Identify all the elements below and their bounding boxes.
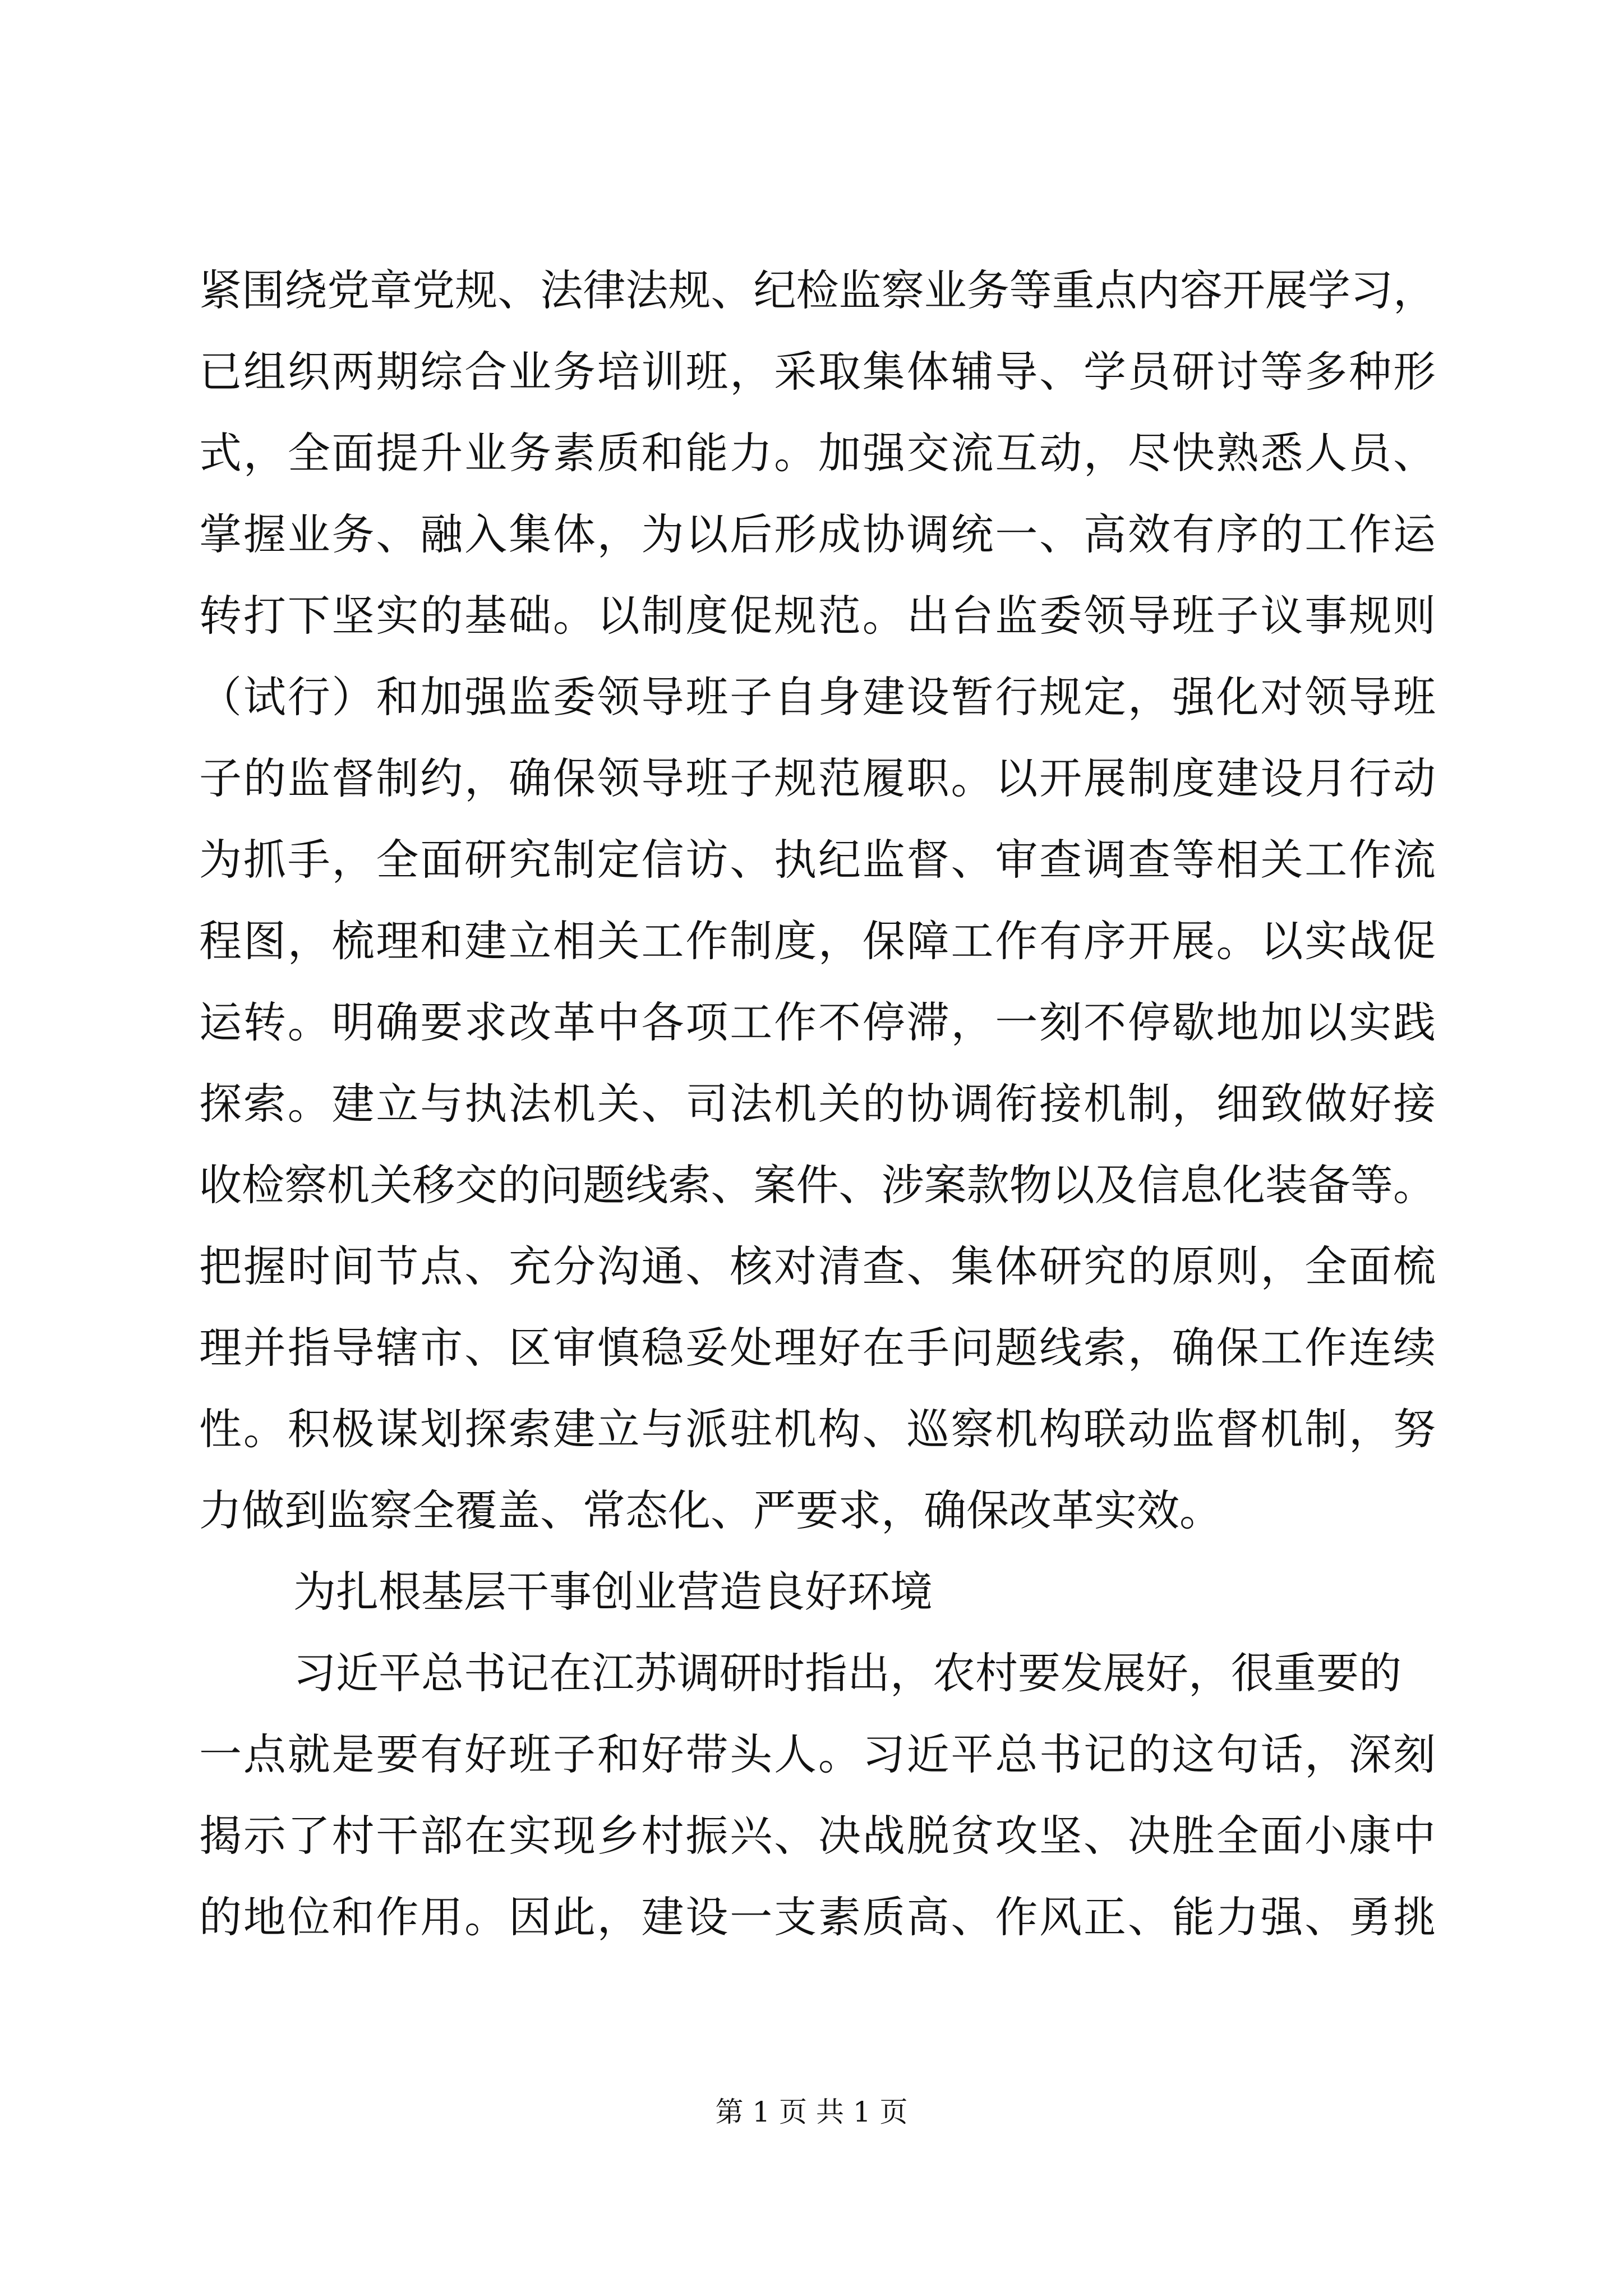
text-line: 式，全面提升业务素质和能力。加强交流互动，尽快熟悉人员、 bbox=[199, 428, 1436, 478]
text-line: 的地位和作用。因此，建设一支素质高、作风正、能力强、勇挑 bbox=[199, 1892, 1436, 1942]
text-line: 揭示了村干部在实现乡村振兴、决战脱贫攻坚、决胜全面小康中 bbox=[199, 1811, 1436, 1861]
section-heading: 为扎根基层干事创业营造良好环境 bbox=[293, 1567, 933, 1617]
text-line: 为抓手，全面研究制定信访、执纪监督、审查调查等相关工作流 bbox=[199, 835, 1436, 885]
text-line: 性。积极谋划探索建立与派驻机构、巡察机构联动监督机制，努 bbox=[199, 1404, 1436, 1454]
text-line: 力做到监察全覆盖、常态化、严要求，确保改革实效。 bbox=[199, 1485, 1222, 1535]
text-line: （试行）和加强监委领导班子自身建设暂行规定，强化对领导班 bbox=[199, 672, 1436, 722]
paragraph-first-line: 习近平总书记在江苏调研时指出，农村要发展好，很重要的 bbox=[293, 1648, 1401, 1698]
text-line: 运转。明确要求改革中各项工作不停滞，一刻不停歇地加以实践 bbox=[199, 997, 1436, 1047]
text-line: 程图，梳理和建立相关工作制度，保障工作有序开展。以实战促 bbox=[199, 916, 1436, 966]
text-line: 紧围绕党章党规、法律法规、纪检监察业务等重点内容开展学习， bbox=[199, 265, 1436, 315]
text-line: 子的监督制约，确保领导班子规范履职。以开展制度建设月行动 bbox=[199, 753, 1436, 803]
page-number-footer: 第 1 页 共 1 页 bbox=[715, 2096, 908, 2128]
text-line: 把握时间节点、充分沟通、核对清查、集体研究的原则，全面梳 bbox=[199, 1241, 1436, 1291]
text-line: 转打下坚实的基础。以制度促规范。出台监委领导班子议事规则 bbox=[199, 591, 1436, 641]
text-line: 一点就是要有好班子和好带头人。习近平总书记的这句话，深刻 bbox=[199, 1729, 1436, 1779]
text-line: 掌握业务、融入集体，为以后形成协调统一、高效有序的工作运 bbox=[199, 509, 1436, 559]
text-line: 探索。建立与执法机关、司法机关的协调衔接机制，细致做好接 bbox=[199, 1079, 1436, 1129]
text-line: 理并指导辖市、区审慎稳妥处理好在手问题线索，确保工作连续 bbox=[199, 1323, 1436, 1373]
text-line: 已组织两期综合业务培训班，采取集体辅导、学员研讨等多种形 bbox=[199, 347, 1436, 397]
text-line: 收检察机关移交的问题线索、案件、涉案款物以及信息化装备等。 bbox=[199, 1160, 1436, 1210]
document-body bbox=[199, 250, 1436, 1958]
